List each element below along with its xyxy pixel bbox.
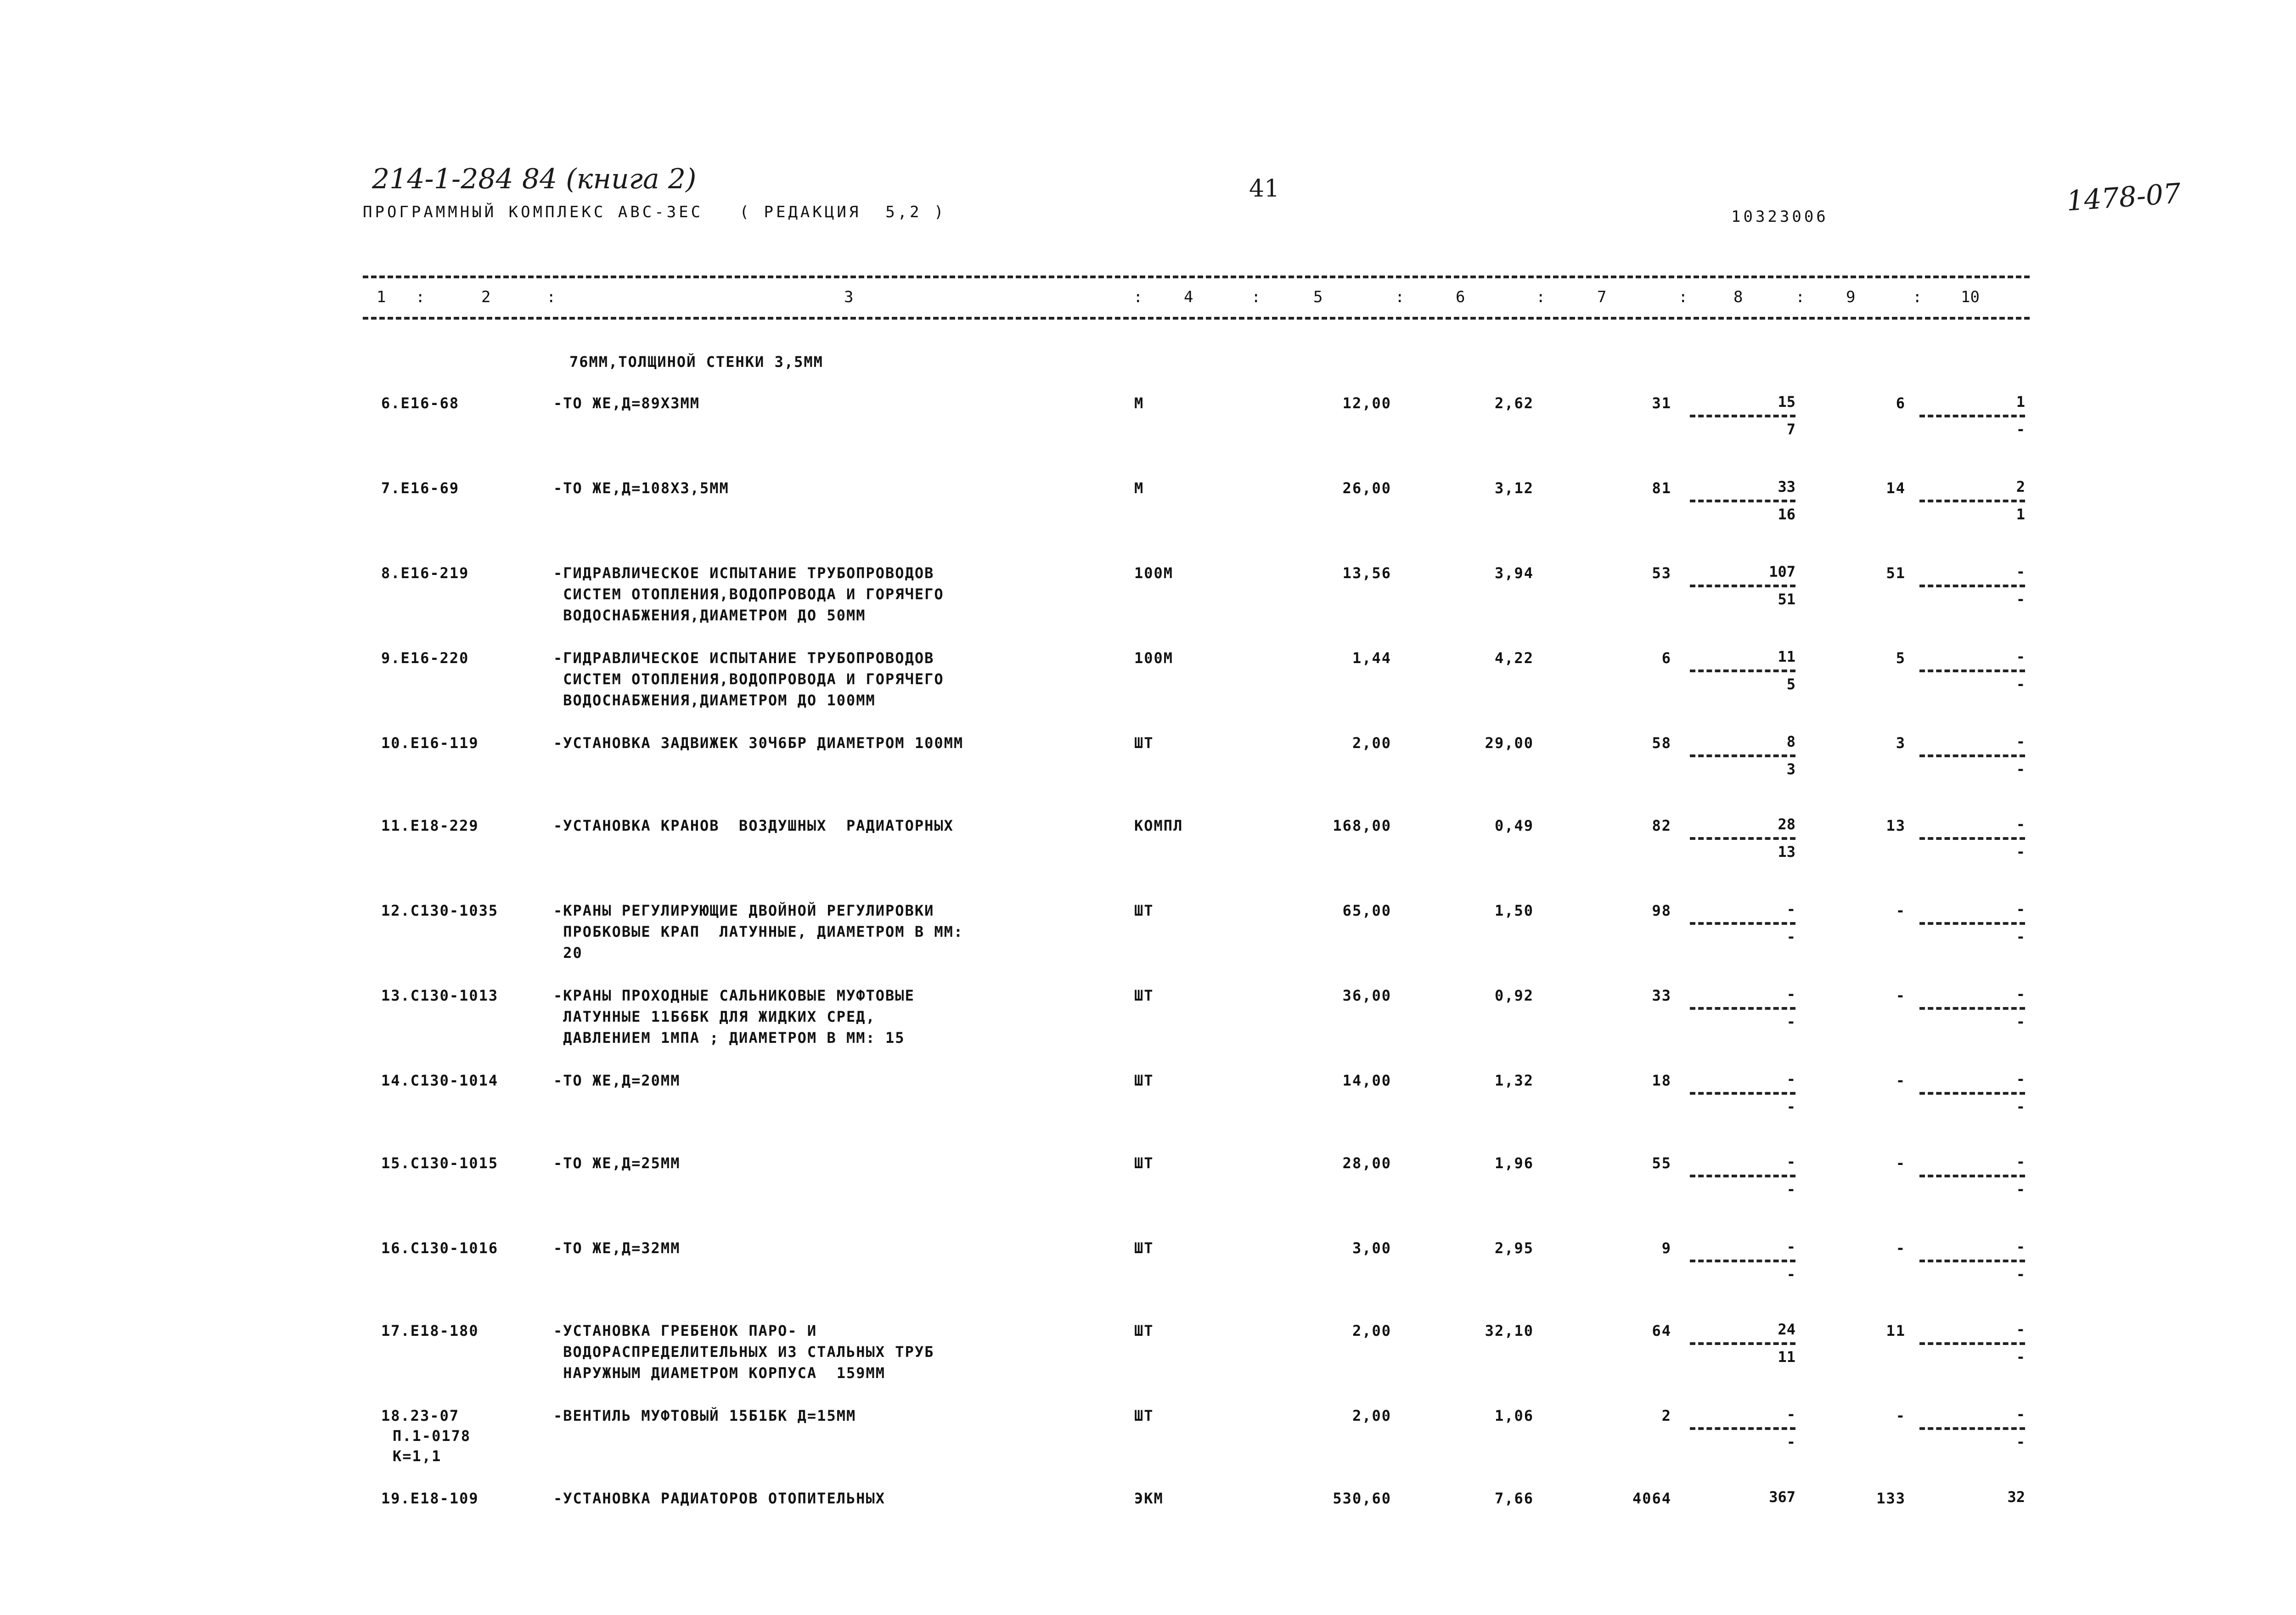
column-header-8: 8 (1733, 288, 1743, 306)
column-10-denominator: - (2016, 1348, 2025, 1366)
column-7-value: 18 (1652, 1072, 1671, 1089)
unit: М (1134, 394, 1144, 412)
quantity: 26,00 (1342, 479, 1391, 497)
fraction-bar (1919, 922, 2025, 925)
quantity: 1,44 (1352, 649, 1391, 667)
column-8-fraction (1690, 900, 1795, 946)
column-header-6: 6 (1456, 288, 1465, 306)
item-description-line: ВОДОСНАБЖЕНИЯ,ДИАМЕТРОМ ДО 50ММ (553, 607, 866, 624)
column-header-7: 7 (1597, 288, 1607, 306)
fraction-bar (1919, 1092, 2025, 1095)
column-10-fraction (1919, 1488, 2025, 1506)
quantity: 65,00 (1342, 902, 1391, 919)
column-divider: : (546, 288, 556, 306)
column-header-5: 5 (1313, 288, 1323, 306)
quantity: 36,00 (1342, 987, 1391, 1004)
fraction-bar (1919, 1175, 2025, 1177)
column-10-numerator: - (2016, 985, 2025, 1003)
column-header-4: 4 (1184, 288, 1193, 306)
column-8-denominator: 3 (1786, 760, 1795, 778)
fraction-bar (1919, 1342, 2025, 1345)
unit: ШТ (1134, 734, 1154, 752)
column-8-fraction (1690, 1405, 1795, 1451)
item-description-line: СИСТЕМ ОТОПЛЕНИЯ,ВОДОПРОВОДА И ГОРЯЧЕГО (553, 585, 944, 603)
column-7-value: 33 (1652, 987, 1671, 1004)
item-description-line: ДАВЛЕНИЕМ 1МПА ; ДИАМЕТРОМ В ММ: 15 (553, 1029, 905, 1047)
column-9-value: 13 (1886, 817, 1906, 834)
item-description-line: 20 (553, 944, 583, 962)
fraction-bar (1690, 1427, 1795, 1430)
column-10-fraction (1919, 900, 2025, 946)
fraction-bar (1919, 754, 2025, 757)
item-code: 6.Е16-68 (381, 394, 460, 412)
quantity: 2,00 (1352, 1322, 1391, 1339)
column-9-value: - (1896, 1072, 1906, 1089)
column-header-10: 10 (1961, 288, 1980, 306)
item-code: 12.С130-1035 (381, 902, 499, 919)
column-10-fraction (1919, 732, 2025, 778)
unit: 100М (1134, 649, 1174, 667)
unit: КОМПЛ (1134, 817, 1183, 834)
column-10-numerator: - (2016, 1238, 2025, 1255)
column-10-denominator: - (2016, 928, 2025, 945)
column-8-fraction (1690, 563, 1795, 608)
unit: М (1134, 479, 1144, 497)
item-description-line: -КРАНЫ ПРОХОДНЫЕ САЛЬНИКОВЫЕ МУФТОВЫЕ (553, 987, 915, 1004)
item-code: 10.Е16-119 (381, 734, 479, 752)
column-10-numerator: - (2016, 1070, 2025, 1088)
column-7-value: 64 (1652, 1322, 1671, 1339)
column-10-denominator: - (2016, 1013, 2025, 1030)
column-10-denominator: - (2016, 675, 2025, 693)
program-line: ПРОГРАММНЫЙ КОМПЛЕКС АВС-3ЕС ( РЕДАКЦИЯ 5,2 ) (363, 203, 946, 221)
column-8-numerator: - (1786, 985, 1795, 1003)
item-code: 8.Е16-219 (381, 564, 469, 582)
item-description-line: -ТО ЖЕ,Д=32ММ (553, 1239, 681, 1257)
unit-price: 2,95 (1494, 1239, 1534, 1257)
column-divider: : (1795, 288, 1805, 306)
unit-price: 3,94 (1494, 564, 1534, 582)
fraction-bar (1690, 1260, 1795, 1262)
item-description-line: -УСТАНОВКА РАДИАТОРОВ ОТОПИТЕЛЬНЫХ (553, 1490, 886, 1507)
fraction-bar (1690, 922, 1795, 925)
fraction-bar (1919, 1427, 2025, 1430)
item-description-line: ЛАТУННЫЕ 11Б6БК ДЛЯ ЖИДКИХ СРЕД, (553, 1008, 876, 1025)
column-7-value: 2 (1661, 1407, 1671, 1424)
item-description-line: -ГИДРАВЛИЧЕСКОЕ ИСПЫТАНИЕ ТРУБОПРОВОДОВ (553, 564, 934, 582)
item-code-extra: П.1-0178 (393, 1427, 471, 1445)
fraction-bar (1690, 754, 1795, 757)
column-8-numerator: - (1786, 900, 1795, 918)
column-8-fraction (1690, 985, 1795, 1031)
column-8-numerator: 11 (1778, 648, 1795, 665)
unit: ЭКМ (1134, 1490, 1164, 1507)
fraction-bar (1690, 837, 1795, 840)
column-divider: : (1678, 288, 1688, 306)
column-9-value: 6 (1896, 394, 1906, 412)
fraction-bar (1919, 1007, 2025, 1010)
column-10-numerator: - (2016, 816, 2025, 833)
item-code: 15.С130-1015 (381, 1154, 499, 1172)
column-10-fraction (1919, 563, 2025, 608)
unit-price: 2,62 (1494, 394, 1534, 412)
unit-price: 1,96 (1494, 1154, 1534, 1172)
unit-price: 3,12 (1494, 479, 1534, 497)
quantity: 2,00 (1352, 734, 1391, 752)
column-8-fraction (1690, 647, 1795, 693)
handwritten-reference: 214-1-284 84 (книга 2) (372, 163, 697, 195)
unit-price: 7,66 (1494, 1490, 1534, 1507)
item-description-line: -УСТАНОВКА ГРЕБЕНОК ПАРО- И (553, 1322, 817, 1339)
column-8-numerator: - (1786, 1153, 1795, 1170)
quantity: 14,00 (1342, 1072, 1391, 1089)
column-7-value: 53 (1652, 564, 1671, 582)
header-rule-top (363, 276, 2030, 278)
fraction-bar (1919, 1260, 2025, 1262)
fraction-bar (1690, 1092, 1795, 1095)
fraction-bar (1919, 670, 2025, 672)
column-9-value: 133 (1876, 1490, 1906, 1507)
document-code: 10323006 (1731, 208, 1829, 226)
column-8-fraction (1690, 815, 1795, 861)
column-10-numerator: - (2016, 733, 2025, 750)
column-10-numerator: 1 (2016, 393, 2025, 411)
unit: ШТ (1134, 1407, 1154, 1424)
column-7-value: 82 (1652, 817, 1671, 834)
unit: ШТ (1134, 1322, 1154, 1339)
column-10-denominator: - (2016, 1266, 2025, 1283)
item-description-line: -ВЕНТИЛЬ МУФТОВЫЙ 15Б1БК Д=15ММ (553, 1407, 856, 1424)
column-divider: : (416, 288, 425, 306)
column-8-numerator: 33 (1778, 478, 1795, 495)
item-description-line: -ТО ЖЕ,Д=25ММ (553, 1154, 681, 1172)
quantity: 2,00 (1352, 1407, 1391, 1424)
column-9-value: - (1896, 902, 1906, 919)
unit-price: 1,50 (1494, 902, 1534, 919)
column-8-denominator: 5 (1786, 675, 1795, 693)
fraction-bar (1690, 1175, 1795, 1177)
quantity: 168,00 (1333, 817, 1391, 834)
column-divider: : (1395, 288, 1405, 306)
column-10-denominator: - (2016, 1098, 2025, 1115)
item-description-line: -УСТАНОВКА ЗАДВИЖЕК 30Ч6БР ДИАМЕТРОМ 100ММ (553, 734, 964, 752)
column-10-denominator: - (2016, 591, 2025, 608)
column-10-fraction (1919, 815, 2025, 861)
fraction-bar (1919, 837, 2025, 840)
column-8-denominator: 51 (1778, 591, 1795, 608)
quantity: 530,60 (1333, 1490, 1391, 1507)
item-description-line: -КРАНЫ РЕГУЛИРУЮЩИЕ ДВОЙНОЙ РЕГУЛИРОВКИ (553, 902, 934, 919)
quantity: 3,00 (1352, 1239, 1391, 1257)
unit: ШТ (1134, 1154, 1154, 1172)
fraction-bar (1690, 670, 1795, 672)
fraction-bar (1919, 415, 2025, 417)
item-description-line: -ТО ЖЕ,Д=20ММ (553, 1072, 681, 1089)
column-10-numerator: - (2016, 900, 2025, 918)
column-8-denominator: - (1786, 1098, 1795, 1115)
column-10-fraction (1919, 393, 2025, 439)
column-10-numerator: - (2016, 1153, 2025, 1170)
column-divider: : (1133, 288, 1143, 306)
column-8-denominator: 11 (1778, 1348, 1795, 1366)
column-7-value: 9 (1661, 1239, 1671, 1257)
item-description-line: -УСТАНОВКА КРАНОВ ВОЗДУШНЫХ РАДИАТОРНЫХ (553, 817, 954, 834)
unit-price: 32,10 (1485, 1322, 1534, 1339)
quantity: 12,00 (1342, 394, 1391, 412)
column-10-fraction (1919, 1405, 2025, 1451)
item-code: 17.Е18-180 (381, 1322, 479, 1339)
column-8-numerator: 15 (1778, 393, 1795, 411)
column-8-denominator: 13 (1778, 843, 1795, 861)
fraction-bar (1690, 500, 1795, 502)
column-8-fraction (1690, 1238, 1795, 1283)
column-8-fraction (1690, 478, 1795, 523)
column-10-denominator: 1 (2016, 506, 2025, 523)
column-10-fraction (1919, 1070, 2025, 1116)
fraction-bar (1690, 1007, 1795, 1010)
unit: ШТ (1134, 987, 1154, 1004)
column-8-denominator: - (1786, 1013, 1795, 1030)
column-10-numerator: - (2016, 1321, 2025, 1338)
item-code: 16.С130-1016 (381, 1239, 499, 1257)
column-8-numerator: - (1786, 1406, 1795, 1423)
column-9-value: - (1896, 1154, 1906, 1172)
column-10-fraction (1919, 478, 2025, 523)
column-8-fraction (1690, 393, 1795, 439)
column-7-value: 81 (1652, 479, 1671, 497)
column-9-value: - (1896, 1239, 1906, 1257)
unit: ШТ (1134, 1239, 1154, 1257)
unit-price: 4,22 (1494, 649, 1534, 667)
column-10-fraction (1919, 1238, 2025, 1283)
column-header-1: 1 (377, 288, 386, 306)
column-8-numerator: 107 (1769, 563, 1795, 580)
item-code: 14.С130-1014 (381, 1072, 499, 1089)
column-8-denominator: - (1786, 1266, 1795, 1283)
column-8-numerator: 28 (1778, 816, 1795, 833)
column-10-numerator: - (2016, 648, 2025, 665)
item-code-extra: К=1,1 (393, 1447, 442, 1465)
column-8-fraction (1690, 1488, 1795, 1506)
unit-price: 29,00 (1485, 734, 1534, 752)
column-10-fraction (1919, 1320, 2025, 1366)
column-7-value: 58 (1652, 734, 1671, 752)
column-8-denominator: - (1786, 1433, 1795, 1451)
column-10-denominator: - (2016, 760, 2025, 778)
column-8-denominator: - (1786, 1181, 1795, 1198)
quantity: 13,56 (1342, 564, 1391, 582)
unit-price: 0,49 (1494, 817, 1534, 834)
column-8-denominator: 7 (1786, 421, 1795, 438)
fraction-bar (1919, 585, 2025, 587)
item-description-line: НАРУЖНЫМ ДИАМЕТРОМ КОРПУСА 159ММ (553, 1364, 886, 1382)
column-8-fraction (1690, 1070, 1795, 1116)
column-10-numerator: - (2016, 563, 2025, 580)
column-header-2: 2 (481, 288, 491, 306)
item-description-line: ВОДОСНАБЖЕНИЯ,ДИАМЕТРОМ ДО 100ММ (553, 692, 876, 709)
unit-price: 1,32 (1494, 1072, 1534, 1089)
item-code: 9.Е16-220 (381, 649, 469, 667)
item-code: 13.С130-1013 (381, 987, 499, 1004)
column-10-numerator: 32 (2007, 1488, 2025, 1506)
fraction-bar (1690, 1342, 1795, 1345)
column-8-fraction (1690, 732, 1795, 778)
column-8-fraction (1690, 1153, 1795, 1199)
column-7-value: 55 (1652, 1154, 1671, 1172)
column-10-denominator: - (2016, 843, 2025, 861)
page-number: 41 (1249, 175, 1280, 203)
column-7-value: 98 (1652, 902, 1671, 919)
column-10-fraction (1919, 985, 2025, 1031)
fraction-bar (1690, 585, 1795, 587)
column-7-value: 4064 (1632, 1490, 1671, 1507)
column-10-fraction (1919, 647, 2025, 693)
item-description-line: -ГИДРАВЛИЧЕСКОЕ ИСПЫТАНИЕ ТРУБОПРОВОДОВ (553, 649, 934, 667)
column-header-3: 3 (844, 288, 854, 306)
quantity: 28,00 (1342, 1154, 1391, 1172)
column-10-denominator: - (2016, 421, 2025, 438)
fraction-bar (1919, 500, 2025, 502)
unit: ШТ (1134, 1072, 1154, 1089)
column-9-value: 5 (1896, 649, 1906, 667)
unit: 100М (1134, 564, 1174, 582)
column-9-value: 3 (1896, 734, 1906, 752)
column-9-value: 11 (1886, 1322, 1906, 1339)
handwritten-code: 1478-07 (2065, 177, 2182, 218)
column-9-value: - (1896, 987, 1906, 1004)
item-description-line: СИСТЕМ ОТОПЛЕНИЯ,ВОДОПРОВОДА И ГОРЯЧЕГО (553, 670, 944, 688)
column-divider: : (1913, 288, 1922, 306)
unit: ШТ (1134, 902, 1154, 919)
continuation-text: 76ММ,ТОЛЩИНОЙ СТЕНКИ 3,5ММ (569, 353, 823, 371)
item-code: 19.Е18-109 (381, 1490, 479, 1507)
column-10-numerator: - (2016, 1406, 2025, 1423)
unit-price: 1,06 (1494, 1407, 1534, 1424)
item-code: 7.Е16-69 (381, 479, 460, 497)
column-10-numerator: 2 (2016, 478, 2025, 495)
item-description-line: ПРОБКОВЫЕ КРАП ЛАТУННЫЕ, ДИАМЕТРОМ В ММ: (553, 923, 964, 940)
column-header-9: 9 (1846, 288, 1856, 306)
item-description-line: -ТО ЖЕ,Д=108Х3,5ММ (553, 479, 729, 497)
column-10-fraction (1919, 1153, 2025, 1199)
column-7-value: 31 (1652, 394, 1671, 412)
column-8-fraction (1690, 1320, 1795, 1366)
item-description-line: ВОДОРАСПРЕДЕЛИТЕЛЬНЫХ ИЗ СТАЛЬНЫХ ТРУБ (553, 1343, 934, 1361)
column-8-denominator: - (1786, 928, 1795, 945)
column-8-numerator: 24 (1778, 1321, 1795, 1338)
header-rule-bottom (363, 317, 2030, 320)
column-10-denominator: - (2016, 1181, 2025, 1198)
fraction-bar (1690, 415, 1795, 417)
item-description-line: -ТО ЖЕ,Д=89Х3ММ (553, 394, 700, 412)
column-8-numerator: 367 (1769, 1488, 1795, 1506)
column-8-numerator: - (1786, 1070, 1795, 1088)
column-7-value: 6 (1661, 649, 1671, 667)
column-8-denominator: 16 (1778, 506, 1795, 523)
item-code: 18.23-07 (381, 1407, 460, 1424)
column-divider: : (1251, 288, 1261, 306)
column-9-value: 51 (1886, 564, 1906, 582)
column-8-numerator: - (1786, 1238, 1795, 1255)
unit-price: 0,92 (1494, 987, 1534, 1004)
column-8-numerator: 8 (1786, 733, 1795, 750)
item-code: 11.Е18-229 (381, 817, 479, 834)
column-9-value: 14 (1886, 479, 1906, 497)
column-9-value: - (1896, 1407, 1906, 1424)
column-header-row (0, 289, 2296, 308)
column-10-denominator: - (2016, 1433, 2025, 1451)
column-divider: : (1536, 288, 1546, 306)
